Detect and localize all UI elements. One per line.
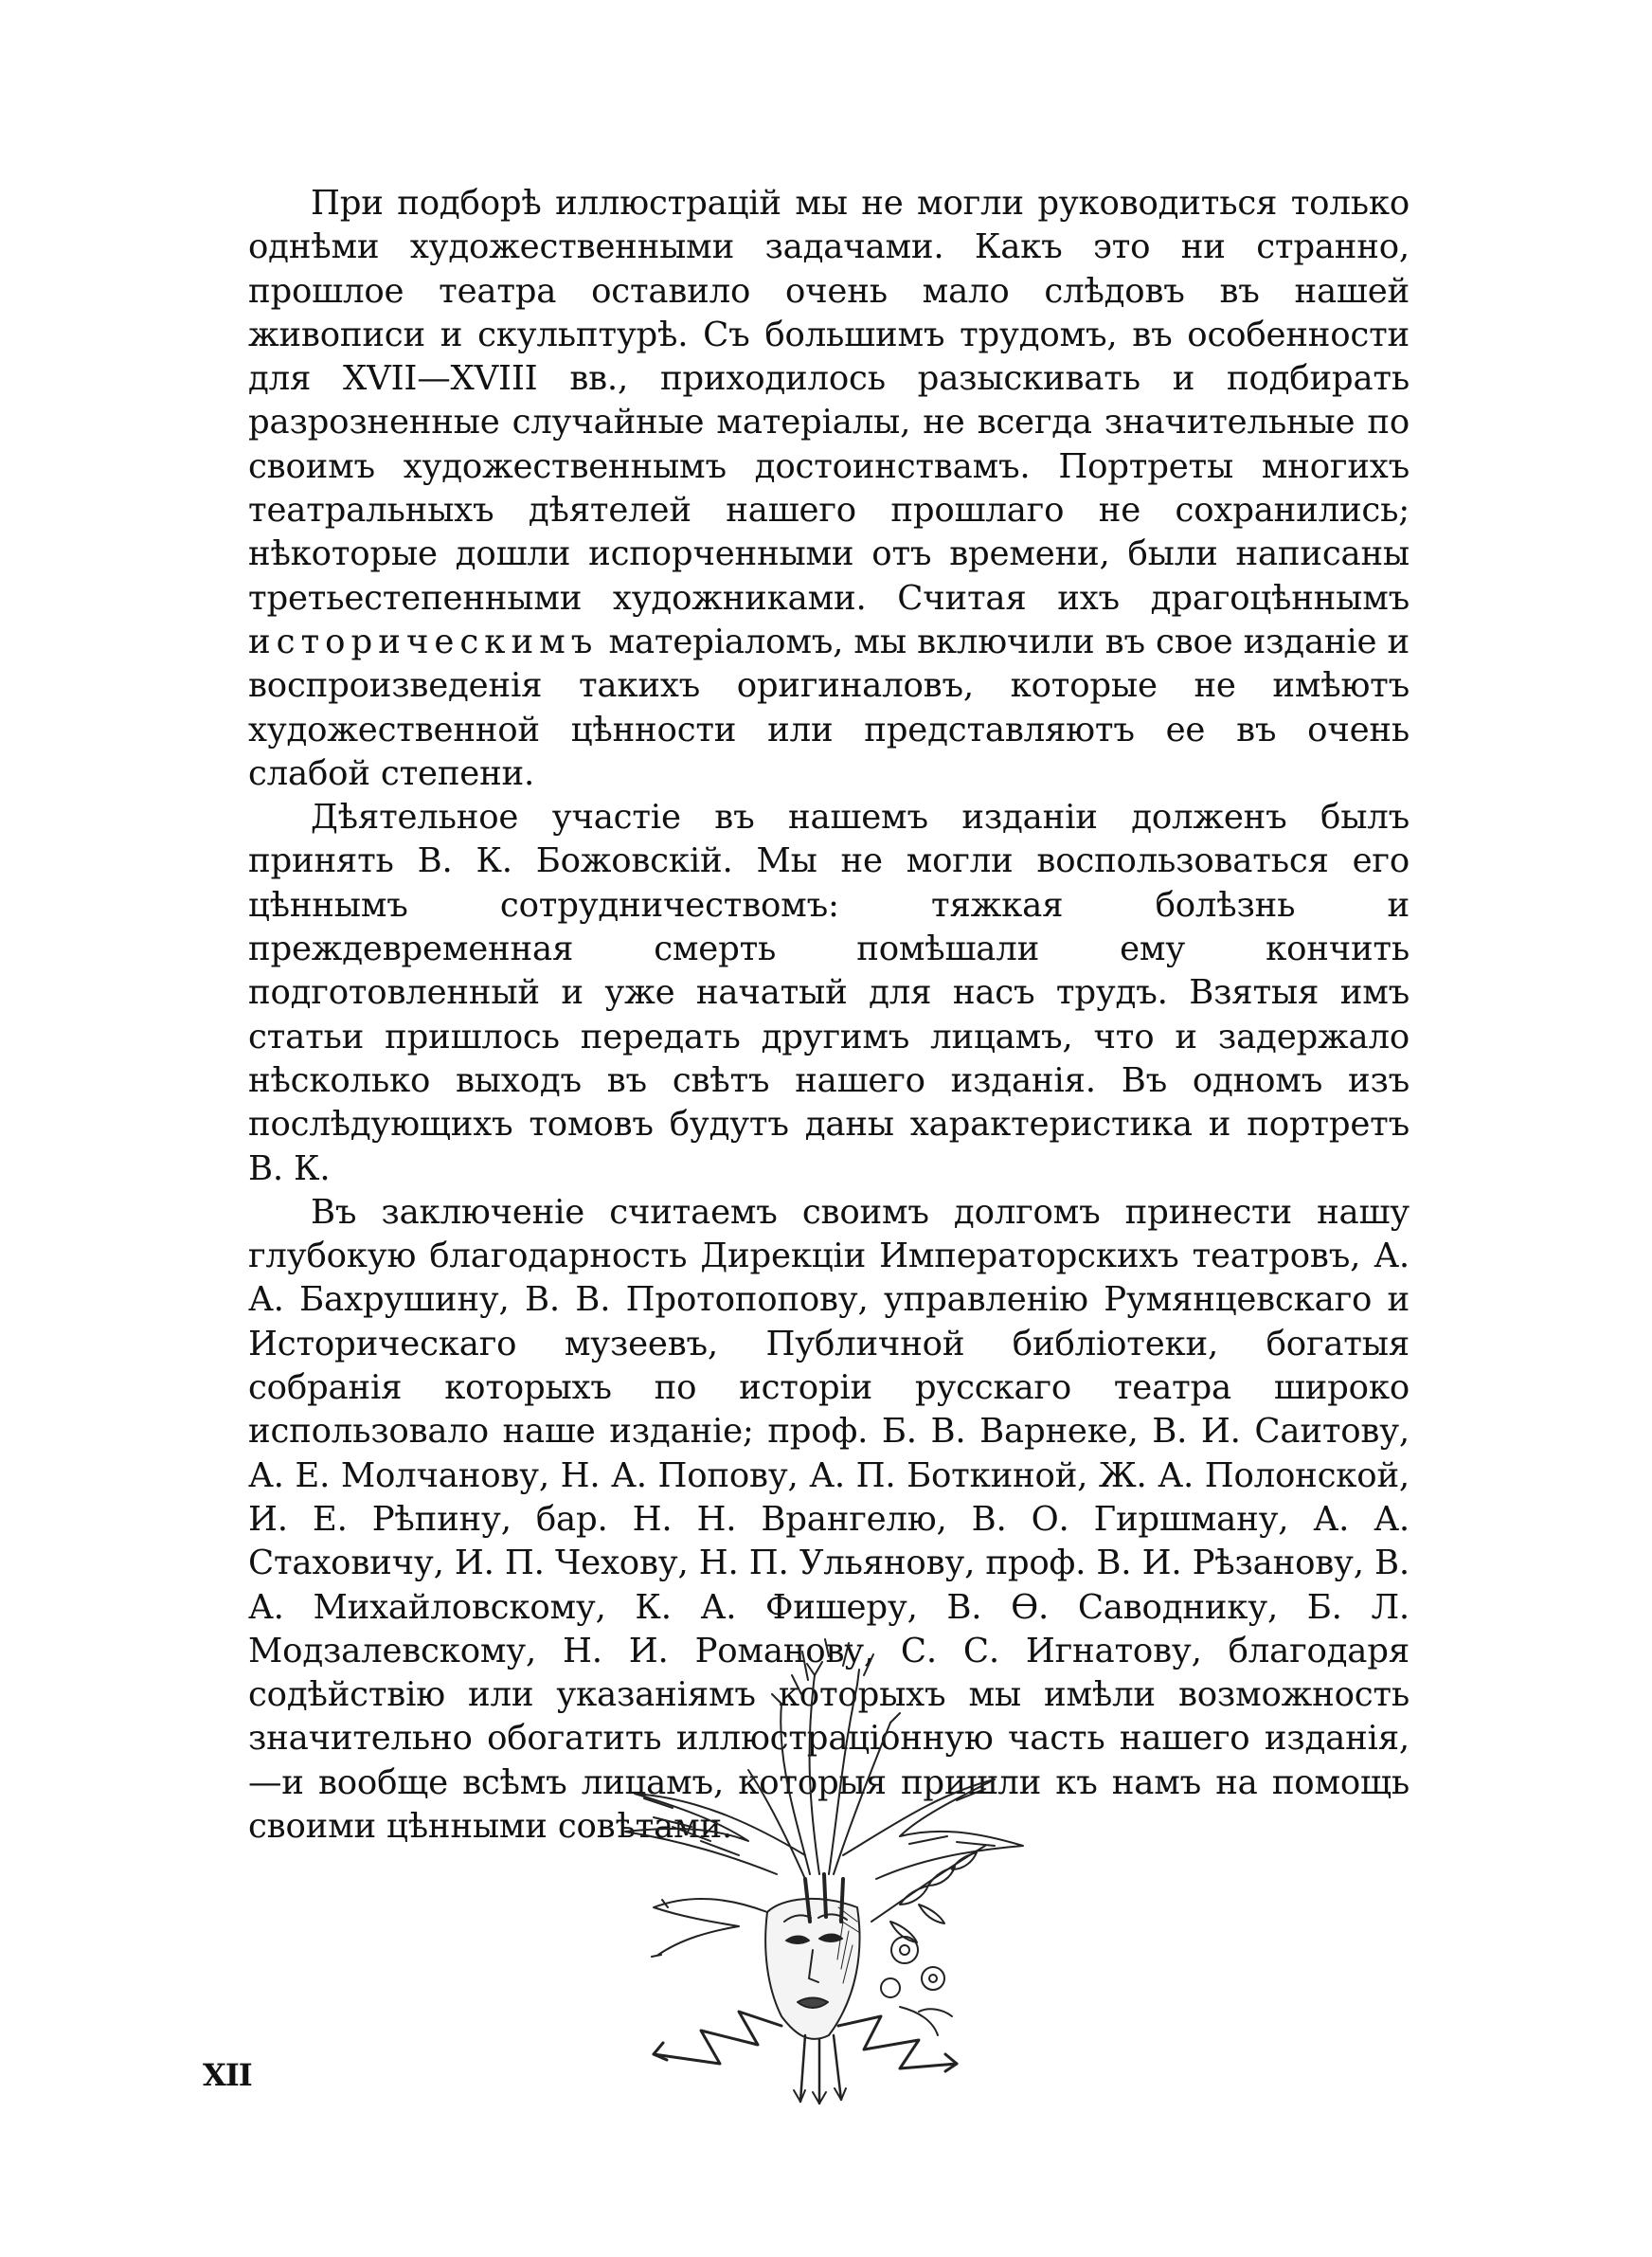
paragraph-illustrations-spaced-word: историческимъ <box>248 622 599 661</box>
paragraph-bozhovsky: Дѣятельное участіе въ нашемъ изданіи долженъ былъ принять В. К. Божовскій. Мы не могли воспользоваться его цѣннымъ сотрудничествомъ: тяжкая болѣзнь и преждевременная смерть помѣшали ему кончить подготовленный и уже начатый для насъ трудъ. Взятыя имъ статьи пришлось передать другимъ лицамъ, что и задержало нѣсколько выходъ въ свѣтъ нашего изданія. Въ одномъ изъ послѣдующихъ томовъ будутъ даны характеристика и портретъ В. К. <box>248 798 1410 1188</box>
paragraph-illustrations-part-2: матеріаломъ, мы включили въ свое изданіе и воспроизведенія такихъ оригиналовъ, которые не имѣютъ художественной цѣнности или представляютъ ее въ очень слабой степени. <box>248 622 1410 793</box>
page-number: XII <box>203 2057 252 2093</box>
paragraph-illustrations <box>248 182 1410 796</box>
paragraph-illustrations-part-1: При подборѣ иллюстрацій мы не могли руководиться только однѣми художественными задачами. Какъ это ни странно, прошлое театра оставило очень мало слѣдовъ въ нашей живописи и скульптурѣ. Съ большимъ трудомъ, въ особенности для XVII—XVIII вв., приходилось разыскивать и подбирать разрозненные случайные матеріалы, не всегда значительные по своимъ художественнымъ достоинствамъ. Портреты многихъ театральныхъ дѣятелей нашего прошлаго не сохранились; нѣкоторые дошли испорченными отъ времени, были написаны третьестепенными художниками. Считая ихъ драгоцѣннымъ <box>248 184 1410 618</box>
paragraph-acknowledgements: Въ заключеніе считаемъ своимъ долгомъ принести нашу глубокую благодарность Дирекціи Императорскихъ театровъ, А. А. Бахрушину, В. В. Протопопову, управленію Румянцевскаго и Историческаго музеевъ, Публичной библіотеки, богатыя собранія которыхъ по исторіи русскаго театра широко использовало наше изданіе; проф. Б. В. Варнеке, В. И. Саитову, А. Е. Молчанову, Н. А. Попову, А. П. Боткиной, Ж. А. Полонской, И. Е. Рѣпину, бар. Н. Н. Врангелю, В. О. Гиршману, А. А. Стаховичу, И. П. Чехову, Н. П. Ульянову, проф. В. И. Рѣзанову, В. А. Михайловскому, К. А. Фишеру, В. Ѳ. Саводнику, Б. Л. Модзалевскому, Н. И. Романову, С. С. Игнатову, благодаря содѣйствію или указаніямъ которыхъ мы имѣли возможность значительно обогатить иллюстраціонную часть нашего изданія,—и вообще всѣмъ лицамъ, которыя пришли къ намъ на помощь своими цѣнными совѣтами. <box>248 1192 1410 1846</box>
theatre-mask-vignette-icon <box>616 1637 1032 2107</box>
body-text <box>248 182 1410 1849</box>
